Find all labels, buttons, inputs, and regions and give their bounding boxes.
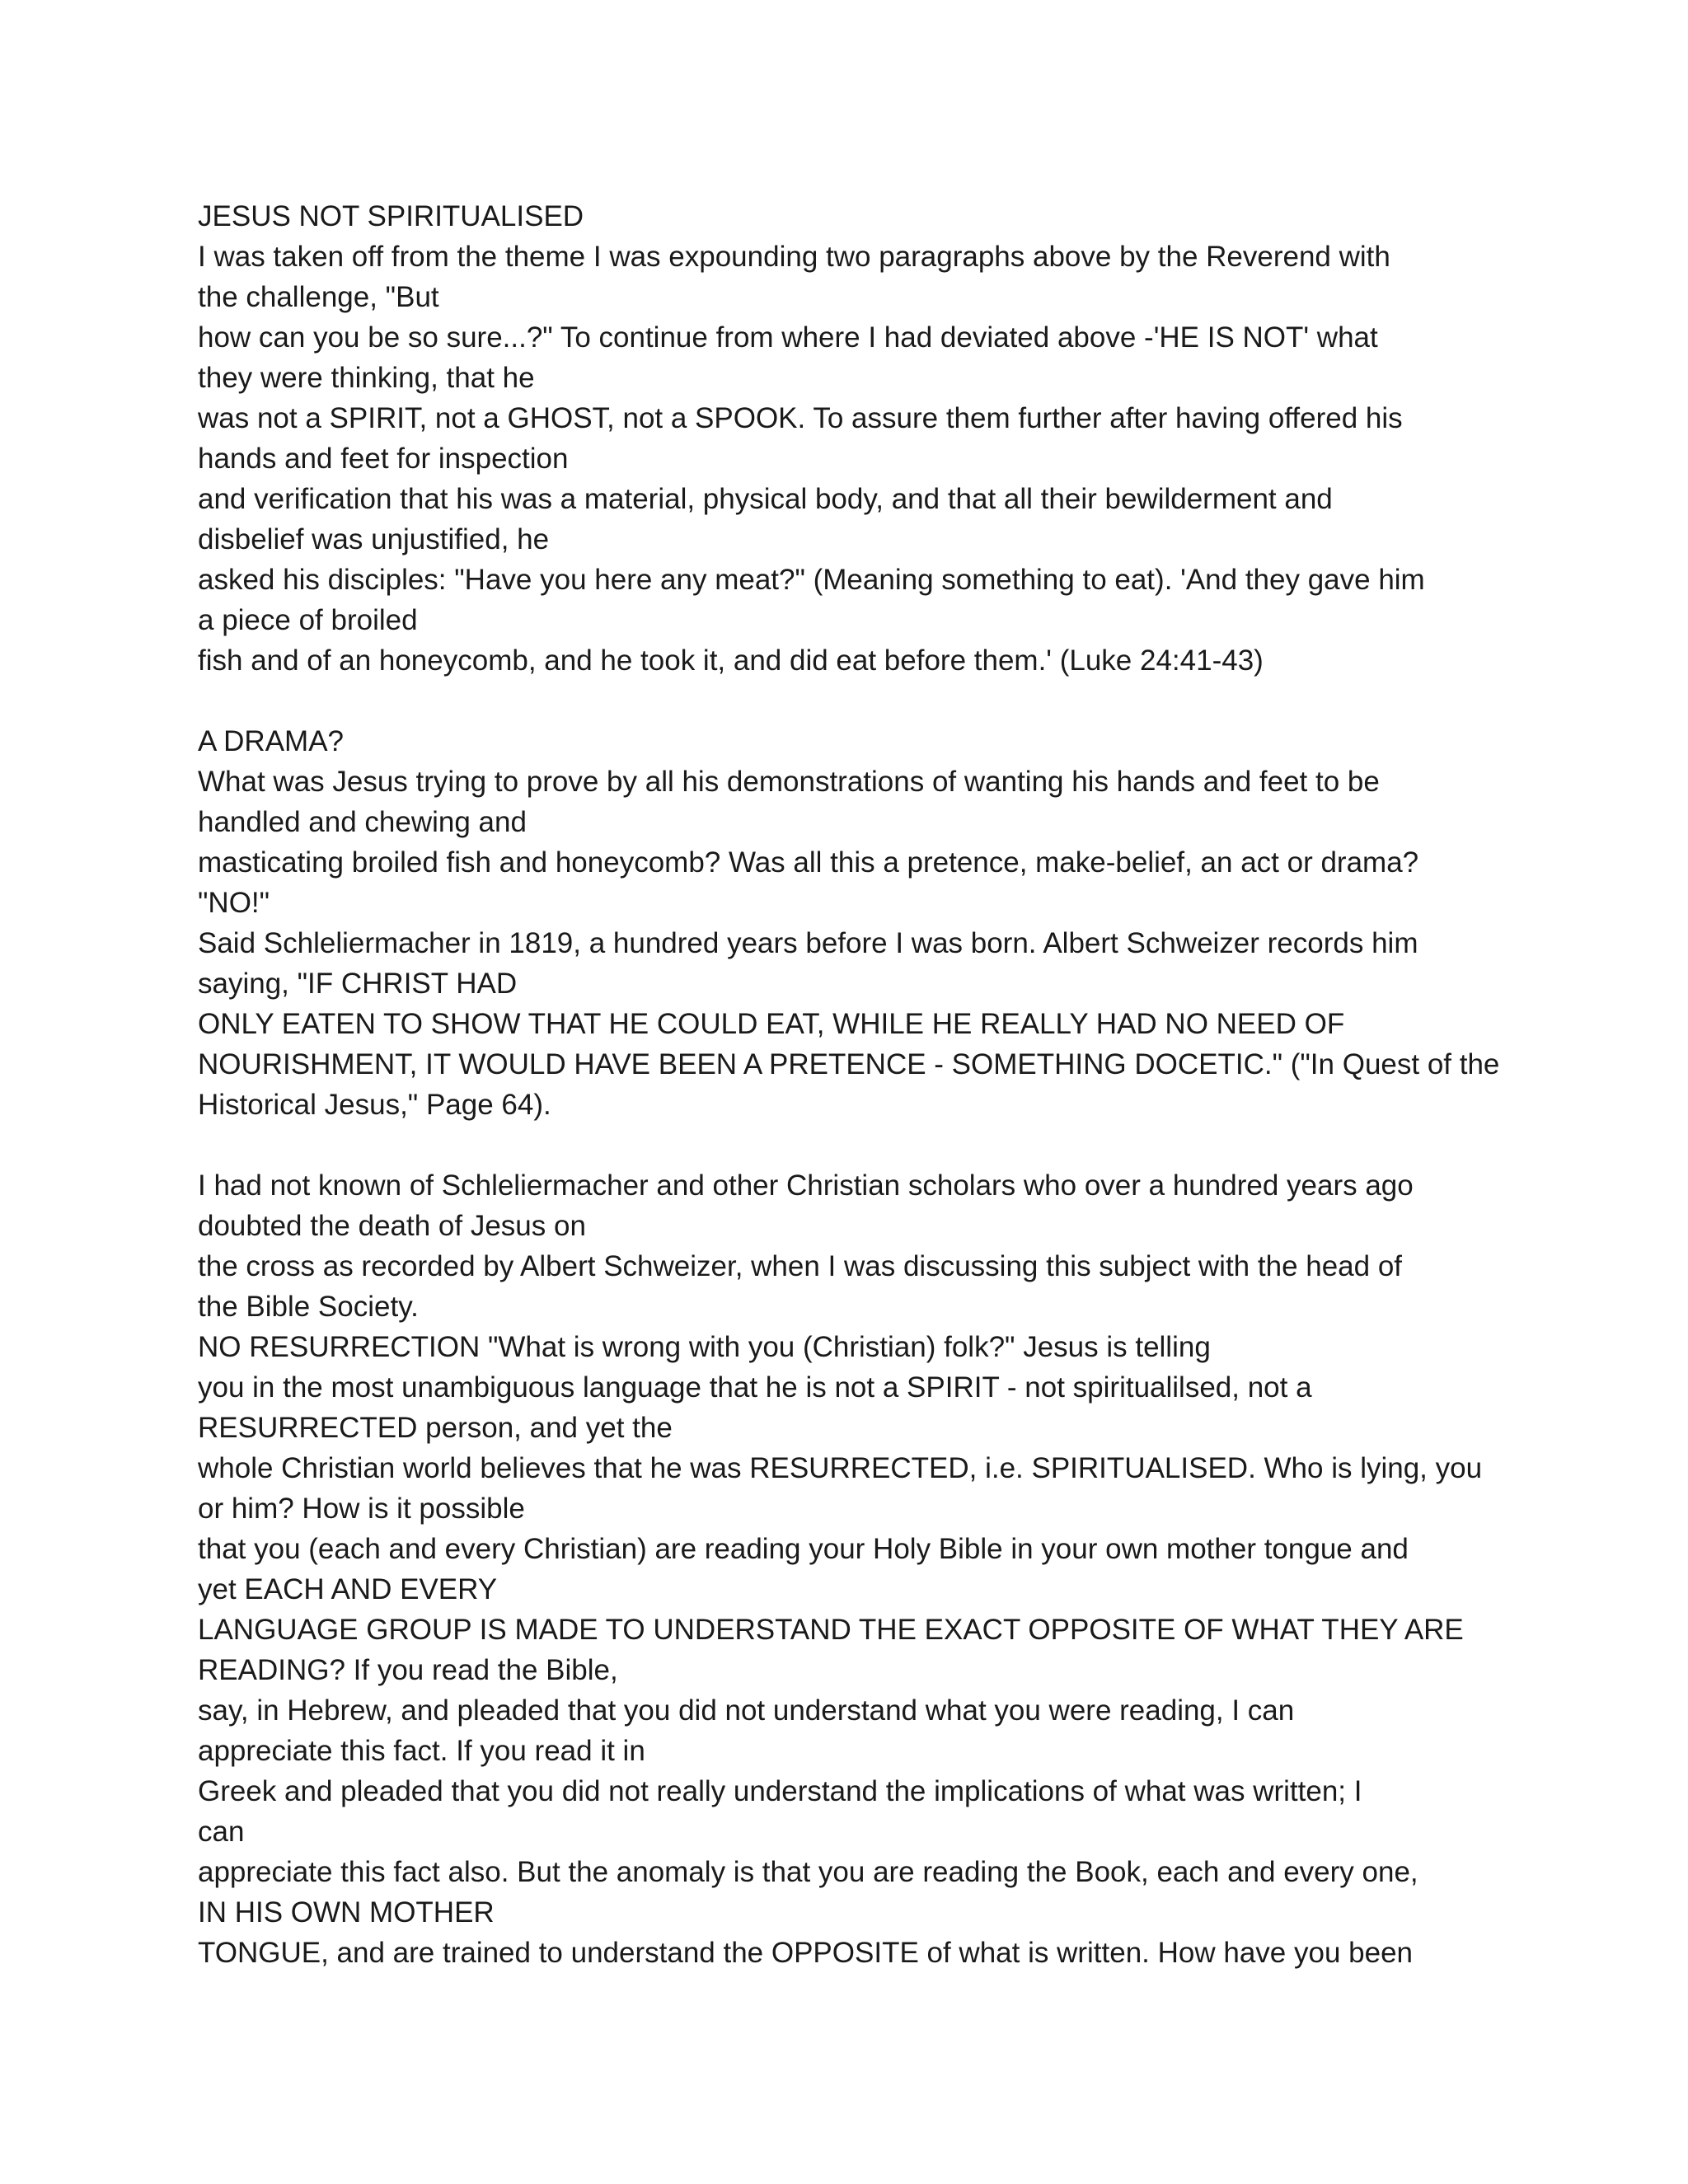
text-line: the challenge, "But xyxy=(198,281,439,313)
text-line: how can you be so sure...?" To continue from where I had deviated above -'HE IS NOT' what xyxy=(198,321,1378,354)
text-line: NO RESURRECTION "What is wrong with you (Christian) folk?" Jesus is telling xyxy=(198,1331,1211,1363)
text-line: that you (each and every Christian) are reading your Holy Bible in your own mother tongue and xyxy=(198,1533,1409,1565)
text-line: whole Christian world believes that he was RESURRECTED, i.e. SPIRITUALISED. Who is lying, you xyxy=(198,1452,1483,1484)
text-line: What was Jesus trying to prove by all his demonstrations of wanting his hands and feet to be xyxy=(198,766,1380,798)
text-line: NOURISHMENT, IT WOULD HAVE BEEN A PRETENCE - SOMETHING DOCETIC." ("In Quest of the xyxy=(198,1048,1500,1080)
text-line: fish and of an honeycomb, and he took it, and did eat before them.' (Luke 24:41-43) xyxy=(198,644,1264,677)
section-heading-jesus-not-spiritualised: JESUS NOT SPIRITUALISED xyxy=(198,200,584,232)
text-line: masticating broiled fish and honeycomb? Was all this a pretence, make-belief, an act or drama? xyxy=(198,846,1419,879)
text-line: can xyxy=(198,1816,245,1848)
text-line: saying, "IF CHRIST HAD xyxy=(198,968,518,1000)
text-line: the cross as recorded by Albert Schweizer, when I was discussing this subject with the head of xyxy=(198,1250,1403,1282)
text-line: they were thinking, that he xyxy=(198,362,535,394)
text-line: or him? How is it possible xyxy=(198,1493,525,1525)
text-line: a piece of broiled xyxy=(198,604,418,636)
section-heading-a-drama: A DRAMA? xyxy=(198,725,344,757)
text-line: appreciate this fact. If you read it in xyxy=(198,1735,645,1767)
text-line: ONLY EATEN TO SHOW THAT HE COULD EAT, WHILE HE REALLY HAD NO NEED OF xyxy=(198,1008,1345,1040)
text-line: the Bible Society. xyxy=(198,1291,419,1323)
text-line: Historical Jesus," Page 64). xyxy=(198,1089,551,1121)
text-line: was not a SPIRIT, not a GHOST, not a SPOOK. To assure them further after having offered his xyxy=(198,402,1403,434)
text-line: handled and chewing and xyxy=(198,806,527,838)
text-line: appreciate this fact also. But the anomaly is that you are reading the Book, each and every one, xyxy=(198,1856,1418,1888)
text-line: asked his disciples: "Have you here any meat?" (Meaning something to eat). 'And they gave him xyxy=(198,564,1425,596)
text-line: yet EACH AND EVERY xyxy=(198,1573,498,1605)
document-body xyxy=(198,196,1508,1973)
text-line: disbelief was unjustified, he xyxy=(198,523,550,555)
text-line: IN HIS OWN MOTHER xyxy=(198,1896,495,1929)
text-line: Said Schleliermacher in 1819, a hundred years before I was born. Albert Schweizer records him xyxy=(198,927,1418,959)
paragraph-gap xyxy=(198,681,1508,721)
text-line: "NO!" xyxy=(198,887,270,919)
text-line: Greek and pleaded that you did not really understand the implications of what was written; I xyxy=(198,1775,1362,1807)
text-line: you in the most unambiguous language that he is not a SPIRIT - not spiritualilsed, not a xyxy=(198,1371,1312,1404)
text-line: LANGUAGE GROUP IS MADE TO UNDERSTAND THE EXACT OPPOSITE OF WHAT THEY ARE xyxy=(198,1614,1464,1646)
text-line: READING? If you read the Bible, xyxy=(198,1654,618,1686)
text-line: hands and feet for inspection xyxy=(198,443,569,475)
text-line: doubted the death of Jesus on xyxy=(198,1210,586,1242)
text-line: I had not known of Schleliermacher and other Christian scholars who over a hundred years ago xyxy=(198,1169,1414,1202)
text-line: I was taken off from the theme I was expounding two paragraphs above by the Reverend with xyxy=(198,241,1390,273)
text-line: RESURRECTED person, and yet the xyxy=(198,1412,673,1444)
text-line: TONGUE, and are trained to understand the OPPOSITE of what is written. How have you been xyxy=(198,1937,1413,1969)
paragraph-gap xyxy=(198,1125,1508,1165)
text-line: say, in Hebrew, and pleaded that you did not understand what you were reading, I can xyxy=(198,1694,1295,1727)
text-line: and verification that his was a material, physical body, and that all their bewilderment and xyxy=(198,483,1333,515)
